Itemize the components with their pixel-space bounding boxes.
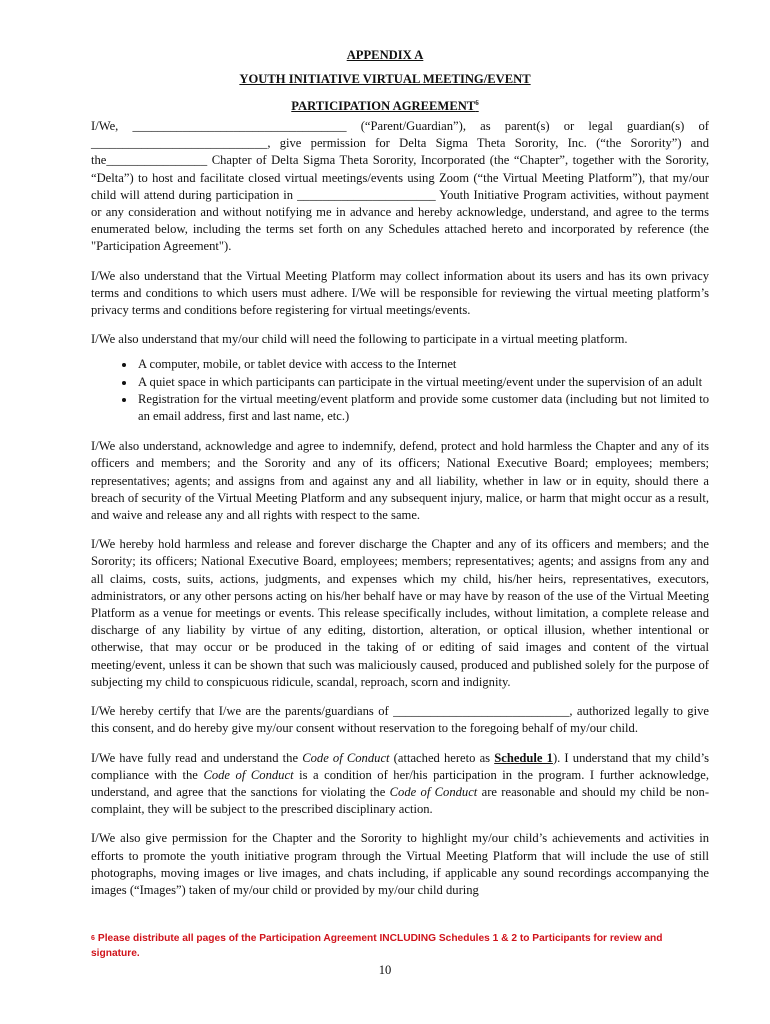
consent-paragraph: I/We, __________________________________ (“Parent/Guardian”), as parent(s) or legal guardian(s) of ____________________________, give permission for Delta Sigma Theta Sorority, Inc. (“the Sorority”) and the________________ Chapter of Delta Sigma Theta Sorority, Incorporated (the “Chapter”, together with the Sorority, “Delta”) to host and facilitate closed virtual meetings/events using Zoom (“the Virtual Meeting Platform”), that my/our child will attend during participation in ______________________ Youth Initiative Program activities, without payment or any consideration and without notifying me in advance and hereby acknowledge, understand, and agree to the terms enumerated below, including the terms set forth on any Schedules attached hereto and incorporated by reference (the "Participation Agreement"). [91, 119, 709, 254]
text-run: ). I understand that my child’s compliance with the [91, 750, 710, 782]
certify-paragraph: I/We hereby certify that I/we are the parents/guardians of ____________________________, authorized legally to give this consent, and do hereby give my/our consent without reservation to the foregoing behalf of my/our child. [91, 704, 709, 736]
text-run: is a condition of her/his participation in the program. I further acknowledge, understand, and agree that the sanctions for violating the [91, 767, 710, 799]
code-of-conduct-title: Code of Conduct [389, 784, 478, 799]
list-item: • A quiet space in which participants can participate in the virtual meeting/event under the supervision of an adult [136, 374, 709, 391]
schedule-reference: Schedule 1 [494, 750, 553, 765]
text-run: I/We have fully read and understand the [91, 750, 303, 765]
footnote [91, 931, 701, 961]
code-of-conduct-title: Code of Conduct [203, 767, 294, 782]
release-paragraph: I/We hereby hold harmless and release and forever discharge the Chapter and any of its officers and members; and the Sorority; its officers; National Executive Board, employees; members; representatives; agents; and assigns from any and all claims, costs, suits, actions, judgments, and expenses which my child, his/her heirs, representatives, executors, administrators, or any other persons acting on his/her behalf have or may have by reason of the use of the Virtual Meeting Platform as a venue for meetings or events. This release specifically includes, without limitation, a complete release and discharge of any liability by virtue of any editing, distortion, alteration, or optical illusion, whether intentional or otherwise, that may occur or be produced in the taking of or editing of said images and content of the virtual meeting/event, unless it can be shown that such was maliciously caused, produced and published solely for the purpose of subjecting my child to conspicuous ridicule, scandal, reproach, scorn and indignity. [91, 537, 709, 689]
agreement-subtitle-text: PARTICIPATION AGREEMENT [291, 99, 476, 114]
code-of-conduct-paragraph [91, 750, 709, 819]
permission-paragraph: I/We also give permission for the Chapter and the Sorority to highlight my/our child’s achievements and activities in efforts to promote the youth initiative program through the Virtual Meeting Platform that will include the use of still photographs, moving images or live images, and chats including, if applicable any sound recordings accompanying the images (“Images”) taken of my/our child or provided by my/our child during [91, 831, 709, 897]
text-run: (attached hereto as [389, 750, 495, 765]
requirements-list [91, 356, 709, 425]
indemnify-paragraph: I/We also understand, acknowledge and agree to indemnify, defend, protect and hold harmless the Chapter and any of its officers and members; and the Sorority and any of its officers; National Executive Board; employees; members; representatives; agents; and assigns from and against any and all liability, whether in law or in equity, should there a breach of security of the Virtual Meeting Platform and any subsequent injury, malice, or harm that might occur as a result, and waive and release any and all rights with respect to the same. [91, 439, 709, 523]
text-run: are reasonable and should my child be non-complaint, they will be subject to the prescribed disciplinary action. [91, 784, 710, 817]
privacy-paragraph: I/We also understand that the Virtual Meeting Platform may collect information about its users and has its own privacy terms and conditions to which users must adhere. I/We will be responsible for reviewing the virtual meeting platform’s privacy terms and conditions before registering for virtual meetings/events. [91, 268, 709, 318]
appendix-heading: APPENDIX A [346, 48, 424, 62]
agreement-body [91, 118, 709, 911]
page-number: 10 [378, 963, 392, 977]
code-of-conduct-title: Code of Conduct [302, 750, 390, 765]
footnote-marker: 6 [91, 935, 95, 942]
agreement-subtitle [0, 95, 770, 115]
agreement-title: YOUTH INITIATIVE VIRTUAL MEETING/EVENT [239, 72, 531, 86]
list-item: • A computer, mobile, or tablet device with access to the Internet [136, 356, 709, 373]
footnote-reference: 6 [475, 99, 479, 107]
list-item: • Registration for the virtual meeting/event platform and provide some customer data (including but not limited to an email address, first and last name, etc.) [136, 391, 709, 425]
footnote-text: Please distribute all pages of the Participation Agreement INCLUDING Schedules 1 & 2 to Participants for review and signature. [91, 933, 663, 959]
requirements-intro: I/We also understand that my/our child will need the following to participate in a virtual meeting platform. [91, 332, 628, 347]
